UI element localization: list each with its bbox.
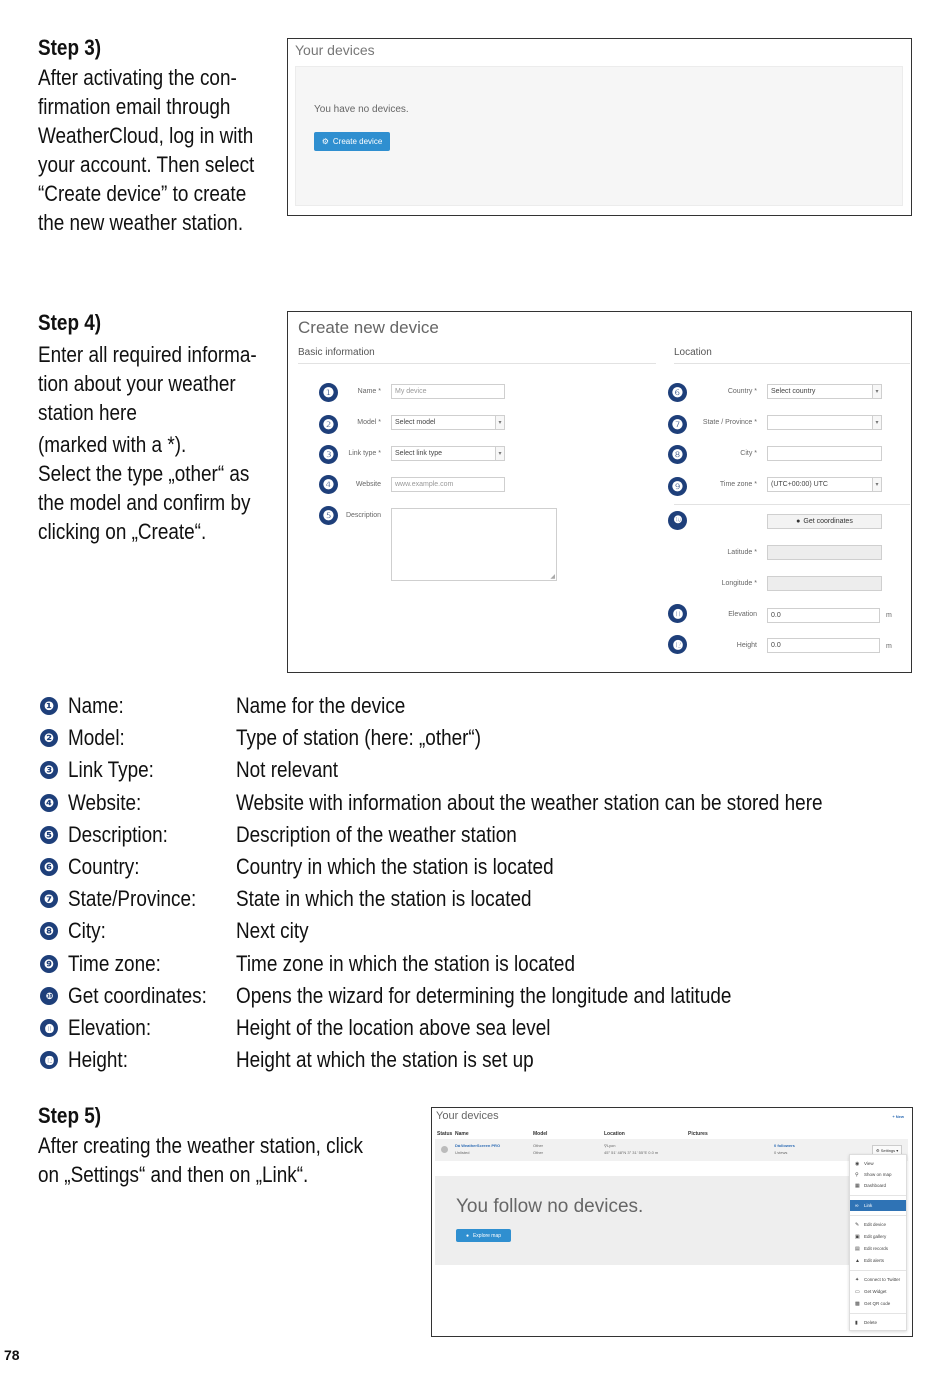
legend-definition: Name for the device — [236, 693, 406, 718]
step3-line: After activating the con- — [38, 65, 237, 90]
legend-badge: ❿ — [40, 987, 58, 1005]
menu-item-show-on-map[interactable] — [850, 1169, 906, 1180]
device-coords: 45° 51' 48"N 3° 31' 55"E 0.0 m — [604, 1150, 659, 1155]
legend-item — [40, 981, 732, 1011]
legend-badge: ❹ — [40, 794, 58, 812]
badge-2: ❷ — [319, 415, 338, 434]
divider — [674, 363, 910, 364]
step4-line: Select the type „other“ as — [38, 461, 250, 486]
legend-term: State/Province: — [68, 886, 197, 911]
legend-item — [40, 884, 532, 914]
legend-term: City: — [68, 918, 106, 943]
legend-badge: ❸ — [40, 761, 58, 779]
legend-term: Link Type: — [68, 757, 154, 782]
settings-menu — [849, 1154, 907, 1331]
latitude-label: Latitude * — [727, 549, 757, 556]
device-name-link[interactable]: Dá WeatherScreen PRO — [455, 1143, 501, 1148]
elevation-label: Elevation — [728, 611, 757, 618]
link-type-label: Link type * — [348, 450, 381, 457]
menu-item-label: Edit records — [864, 1246, 889, 1251]
link-icon: ∞ — [855, 1202, 859, 1209]
legend-term: Elevation: — [68, 1015, 152, 1040]
legend-item — [40, 755, 339, 785]
resize-handle-icon[interactable]: ◢ — [550, 574, 555, 580]
devices-panel — [295, 66, 903, 206]
follow-message: You follow no devices. — [456, 1196, 644, 1217]
table-row[interactable] — [435, 1139, 908, 1161]
divider — [674, 504, 910, 505]
menu-item-label: Get Widget — [864, 1289, 887, 1294]
legend-item — [40, 916, 309, 946]
legend-term: Time zone: — [68, 951, 161, 976]
col-location: Location — [604, 1131, 625, 1137]
legend-definition: Time zone in which the station is located — [236, 951, 575, 976]
description-textarea[interactable] — [391, 508, 557, 581]
menu-item-link[interactable] — [850, 1200, 906, 1211]
gear-icon: ⚙ — [876, 1148, 881, 1153]
legend-badge: ❺ — [40, 826, 58, 844]
menu-item-label: Dashboard — [864, 1183, 887, 1188]
your-devices-title: Your devices — [295, 42, 375, 58]
name-label: Name * — [357, 388, 381, 395]
menu-item-label: Edit device — [864, 1222, 887, 1227]
widget-icon: ▭ — [855, 1288, 860, 1295]
city-label: City * — [740, 450, 757, 457]
menu-item-edit-gallery[interactable] — [850, 1231, 906, 1242]
legend-definition: Country in which the station is located — [236, 854, 554, 879]
timezone-select-value: (UTC+00:00) UTC — [771, 481, 828, 488]
chevron-down-icon: ▾ — [495, 416, 504, 429]
records-icon: ▤ — [855, 1245, 860, 1252]
state-select[interactable] — [767, 415, 882, 430]
description-label: Description — [345, 512, 381, 519]
country-label: Country * — [727, 388, 757, 395]
menu-item-label: Show on map — [864, 1172, 892, 1177]
new-device-link[interactable]: + New — [892, 1114, 904, 1119]
device-model-sub: Other — [533, 1150, 544, 1155]
badge-7: ❼ — [668, 415, 687, 434]
legend-definition: Opens the wizard for determining the longitude and latitude — [236, 983, 732, 1008]
step3-screenshot — [287, 38, 912, 216]
legend-definition: Description of the weather station — [236, 822, 517, 847]
legend-term: Get coordinates: — [68, 983, 207, 1008]
step3-text — [38, 63, 270, 237]
legend-item — [40, 852, 554, 882]
menu-item-label: Link — [864, 1203, 873, 1208]
device-visibility: Unlisted — [455, 1150, 470, 1155]
step5-line: After creating the weather station, click — [38, 1133, 363, 1158]
legend-term: Description: — [68, 822, 168, 847]
legend-badge: ❼ — [40, 890, 58, 908]
city-input[interactable] — [767, 446, 882, 461]
followers-count[interactable]: 0 followers — [774, 1143, 795, 1148]
menu-item-delete[interactable] — [850, 1317, 906, 1328]
legend-item — [40, 1045, 534, 1075]
menu-divider — [850, 1215, 906, 1216]
alert-icon: ▲ — [855, 1257, 860, 1264]
step4-line: station here — [38, 400, 137, 425]
step4-line: Enter all required informa- — [38, 342, 257, 367]
views-count: 0 views — [774, 1150, 788, 1155]
legend-item — [40, 691, 406, 721]
explore-map-button[interactable] — [456, 1229, 511, 1242]
step4-text — [38, 340, 270, 546]
longitude-label: Longitude * — [721, 580, 757, 587]
settings-label: Settings ▾ — [880, 1148, 899, 1153]
legend-definition: Height of the location above sea level — [236, 1015, 551, 1040]
state-label: State / Province * — [702, 419, 757, 426]
link-type-select-value: Select link type — [395, 450, 443, 457]
chevron-down-icon: ▾ — [872, 385, 881, 398]
step4-line: (marked with a *). — [38, 432, 187, 457]
location-heading: Location — [674, 347, 712, 358]
legend-badge: ❷ — [40, 729, 58, 747]
badge-9: ❾ — [668, 477, 687, 496]
legend-term: Model: — [68, 725, 125, 750]
badge-4: ❹ — [319, 475, 338, 494]
device-location-name: Lyon — [606, 1143, 616, 1148]
menu-item-label: Delete — [864, 1320, 878, 1325]
legend-item — [40, 1013, 551, 1043]
page-number: 78 — [4, 1347, 20, 1363]
step3-title: Step 3) — [38, 35, 102, 60]
legend-item — [40, 820, 517, 850]
eye-icon: ◉ — [855, 1160, 860, 1167]
height-input[interactable]: 0.0 — [767, 638, 880, 653]
step4-line: clicking on „Create“. — [38, 519, 207, 544]
get-coordinates-button[interactable] — [767, 514, 882, 529]
badge-1: ❶ — [319, 383, 338, 402]
chevron-down-icon: ▾ — [872, 478, 881, 491]
device-icon: ⚙ — [321, 137, 329, 146]
legend-term: Height: — [68, 1047, 128, 1072]
name-input[interactable]: My device — [391, 384, 505, 399]
step4-title: Step 4) — [38, 310, 102, 335]
legend-definition: Type of station (here: „other“) — [236, 725, 482, 750]
explore-map-label: Explore map — [472, 1232, 502, 1239]
legend-item — [40, 788, 823, 818]
website-input[interactable]: www.example.com — [391, 477, 505, 492]
menu-item-edit-device[interactable] — [850, 1219, 906, 1230]
height-unit: m — [886, 643, 892, 650]
menu-item-view[interactable] — [850, 1158, 906, 1169]
your-devices-title: Your devices — [436, 1110, 499, 1122]
timezone-label: Time zone * — [719, 481, 757, 488]
step5-screenshot — [431, 1107, 913, 1337]
model-select[interactable] — [391, 415, 505, 430]
legend-badge: ⓫ — [40, 1019, 58, 1037]
create-device-button[interactable] — [314, 132, 390, 151]
link-type-select[interactable] — [391, 446, 505, 461]
legend-badge: ❶ — [40, 697, 58, 715]
gallery-icon: ▣ — [855, 1233, 860, 1240]
legend-definition: State in which the station is located — [236, 886, 532, 911]
step4-line: the model and confirm by — [38, 490, 251, 515]
menu-item-label: Get QR code — [864, 1301, 891, 1306]
badge-10: ❿ — [668, 511, 687, 530]
device-model: Other — [533, 1143, 544, 1148]
col-name: Name — [455, 1131, 469, 1137]
legend-definition: Website with information about the weather station can be stored here — [236, 790, 823, 815]
globe-icon: ● — [796, 518, 801, 525]
pin-icon: ⚲ — [855, 1171, 859, 1178]
dashboard-icon: ▦ — [855, 1182, 860, 1189]
legend-term: Country: — [68, 854, 140, 879]
height-label: Height — [736, 642, 757, 649]
legend-term: Website: — [68, 790, 142, 815]
timezone-select[interactable] — [767, 477, 882, 492]
create-device-title: Create new device — [298, 318, 439, 337]
device-location — [604, 1143, 615, 1148]
website-label: Website — [355, 481, 381, 488]
edit-icon: ✎ — [855, 1221, 860, 1228]
menu-item-label: View — [864, 1161, 874, 1166]
menu-item-connect-twitter[interactable] — [850, 1274, 906, 1285]
badge-8: ❽ — [668, 445, 687, 464]
country-select-value: Select country — [771, 388, 816, 395]
legend-definition: Next city — [236, 918, 309, 943]
trash-icon: ▮ — [855, 1319, 858, 1326]
step5-line: on „Settings“ and then on „Link“. — [38, 1162, 309, 1187]
elevation-unit: m — [886, 612, 892, 619]
step4-line: tion about your weather — [38, 371, 236, 396]
no-devices-message: You have no devices. — [314, 104, 409, 115]
longitude-input[interactable] — [767, 576, 882, 591]
menu-item-label: Connect to Twitter — [864, 1277, 901, 1282]
col-pictures: Pictures — [688, 1131, 708, 1137]
badge-12: ⓬ — [668, 635, 687, 654]
step3-line: WeatherCloud, log in with — [38, 123, 254, 148]
menu-item-get-widget[interactable] — [850, 1286, 906, 1297]
latitude-input[interactable] — [767, 545, 882, 560]
basic-info-heading: Basic information — [298, 347, 375, 358]
menu-divider — [850, 1313, 906, 1314]
legend-badge: ❻ — [40, 858, 58, 876]
legend-definition: Height at which the station is set up — [236, 1047, 534, 1072]
menu-item-edit-records[interactable] — [850, 1243, 906, 1254]
follow-panel — [435, 1176, 853, 1265]
menu-item-label: Edit gallery — [864, 1234, 887, 1239]
create-device-label: Create device — [332, 137, 383, 146]
chevron-down-icon: ▾ — [495, 447, 504, 460]
col-model: Model — [533, 1131, 548, 1137]
badge-3: ❸ — [319, 445, 338, 464]
legend-badge: ⓬ — [40, 1051, 58, 1069]
menu-item-dashboard[interactable] — [850, 1180, 906, 1191]
qr-icon: ▩ — [855, 1300, 860, 1307]
twitter-icon: ✦ — [855, 1276, 860, 1283]
status-dot-icon — [441, 1146, 448, 1153]
step3-line: firmation email through — [38, 94, 231, 119]
step5-title: Step 5) — [38, 1103, 102, 1128]
legend-term: Name: — [68, 693, 124, 718]
menu-divider — [850, 1270, 906, 1271]
legend-definition: Not relevant — [236, 757, 339, 782]
pin-icon: ⚲ — [604, 1143, 607, 1148]
step4-screenshot — [287, 311, 912, 673]
model-label: Model * — [357, 419, 381, 426]
model-select-value: Select model — [395, 419, 436, 426]
divider — [298, 363, 656, 364]
chevron-down-icon: ▾ — [872, 416, 881, 429]
step3-line: your account. Then select — [38, 152, 255, 177]
menu-item-edit-alerts[interactable] — [850, 1255, 906, 1266]
legend-badge: ❽ — [40, 922, 58, 940]
legend-badge: ❾ — [40, 955, 58, 973]
step3-line: the new weather station. — [38, 210, 244, 235]
step3-line: “Create device” to create — [38, 181, 247, 206]
menu-item-get-qr[interactable] — [850, 1298, 906, 1309]
elevation-input[interactable]: 0.0 — [767, 608, 880, 623]
legend-item — [40, 949, 575, 979]
col-status: Status — [437, 1131, 453, 1137]
badge-11: ⓫ — [668, 604, 687, 623]
legend-item — [40, 723, 482, 753]
menu-item-label: Edit alerts — [864, 1258, 885, 1263]
badge-5: ❺ — [319, 506, 338, 525]
step5-text — [38, 1131, 418, 1189]
get-coordinates-label: Get coordinates — [803, 518, 853, 525]
menu-divider — [850, 1195, 906, 1196]
country-select[interactable] — [767, 384, 882, 399]
globe-icon: ● — [465, 1232, 469, 1239]
badge-6: ❻ — [668, 383, 687, 402]
